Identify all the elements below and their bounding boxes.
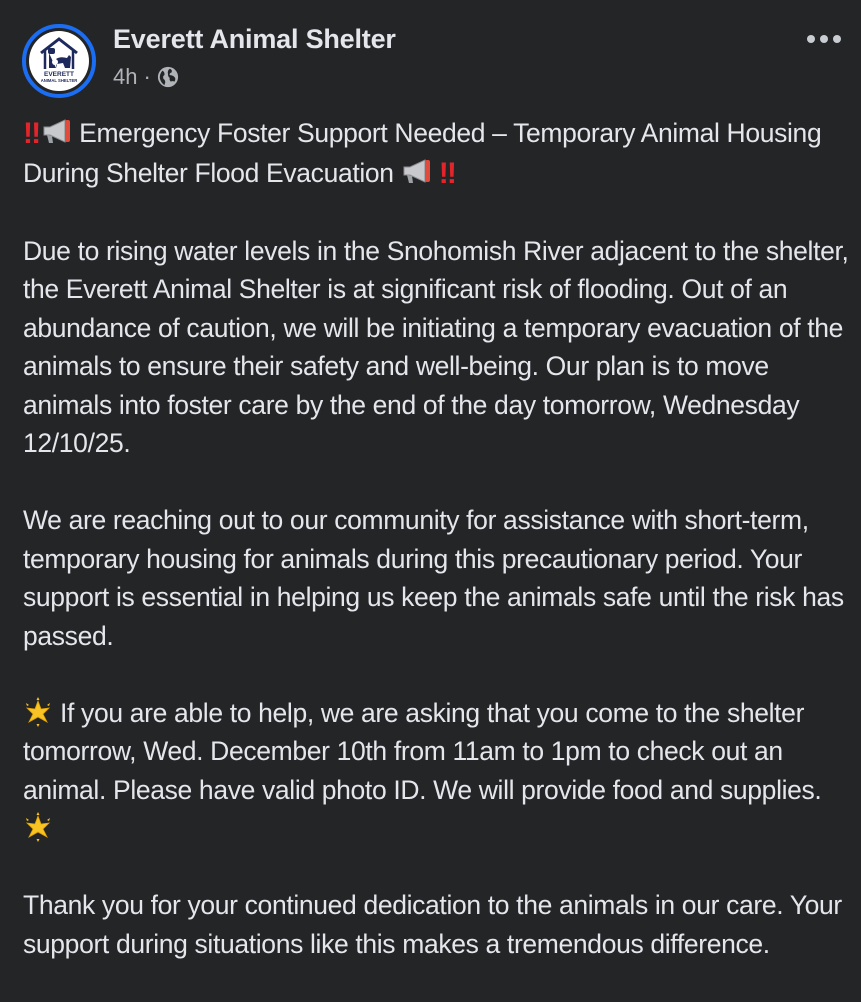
globe-icon[interactable] <box>157 66 179 88</box>
post-title <box>23 114 853 193</box>
more-options-button[interactable] <box>800 28 848 50</box>
post-header <box>0 0 861 110</box>
avatar[interactable] <box>22 24 96 98</box>
sparkle-icon <box>23 812 53 842</box>
post-timestamp[interactable]: 4h <box>113 64 138 89</box>
shelter-logo-icon <box>29 31 89 91</box>
help-paragraph <box>23 694 853 848</box>
post-title-text: Emergency Foster Support Needed – Temporary Animal Housing During Shelter Flood Evacuation <box>23 118 822 188</box>
avatar-logo <box>29 31 89 91</box>
post-paragraph: Due to rising water levels in the Snohomish River adjacent to the shelter, the Everett Animal Shelter is at significant risk of flooding. Out of an abundance of caution, we will be initiating a temporary evacuation of the animals to ensure their safety and well-being. Our plan is to move animals into foster care by the end of the day tomorrow, Wednesday 12/10/25. <box>23 235 849 458</box>
double-exclamation-icon: ‼ <box>23 117 35 150</box>
post-meta <box>113 64 179 90</box>
megaphone-icon <box>41 117 73 145</box>
post-body <box>23 114 853 1002</box>
meta-separator: · <box>143 64 151 89</box>
more-options-icon <box>833 35 841 43</box>
help-paragraph-text: If you are able to help, we are asking that you come to the shelter tomorrow, Wed. December 10th from 11am to 1pm to check out an animal. Please have valid photo ID. We will provide food and supplies. <box>23 697 822 805</box>
svg-text:EVERETT: EVERETT <box>44 71 74 78</box>
more-options-icon <box>807 35 815 43</box>
closing-paragraph: Thank you for your continued dedication to the animals in our care. Your support during situations like this makes a tremendous difference. <box>23 890 842 959</box>
post-paragraph: We are reaching out to our community for assistance with short-term, temporary housing for animals during this precautionary period. Your support is essential in helping us keep the animals safe until the risk has passed. <box>23 505 844 651</box>
sparkle-icon <box>23 697 53 727</box>
megaphone-icon <box>401 157 433 185</box>
svg-text:ANIMAL SHELTER: ANIMAL SHELTER <box>40 78 78 83</box>
double-exclamation-icon: ‼ <box>438 156 450 190</box>
page-name-link[interactable]: Everett Animal Shelter <box>113 24 396 54</box>
more-options-icon <box>820 35 828 43</box>
